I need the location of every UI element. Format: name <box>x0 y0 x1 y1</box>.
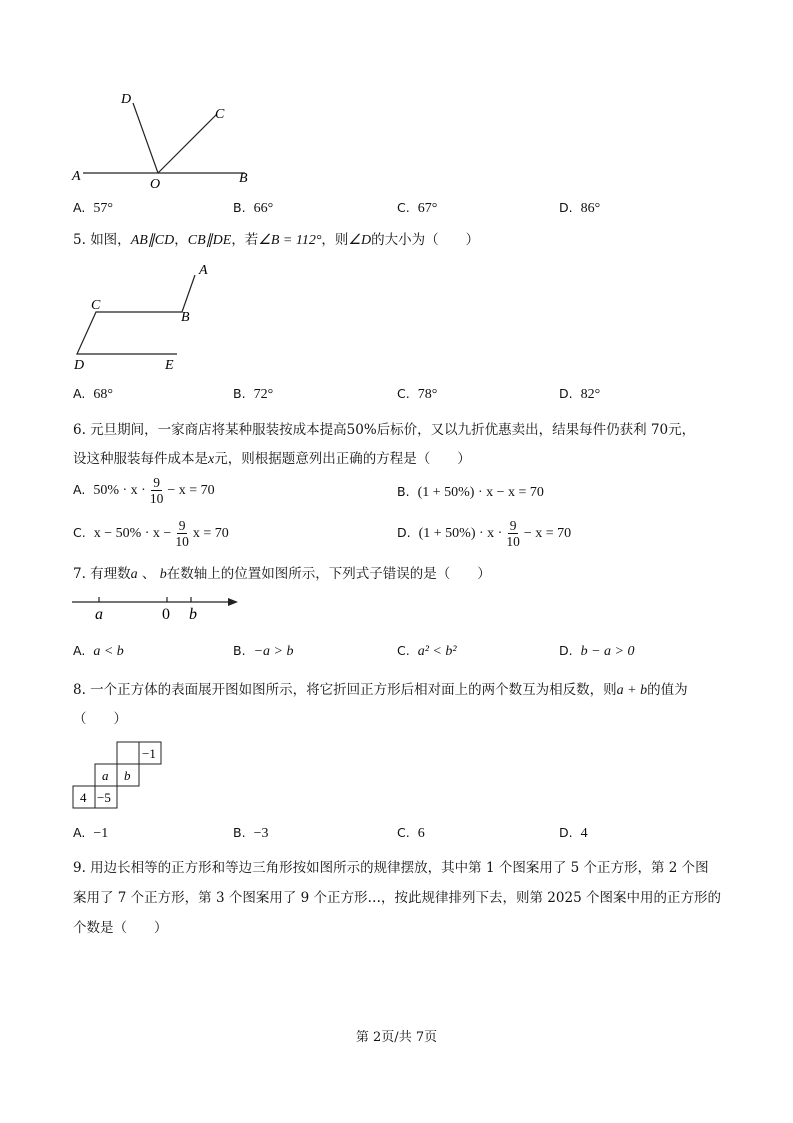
q9-stem-line3: 个数是（ ） <box>73 920 168 936</box>
label-A: A <box>199 263 208 278</box>
q6-option-a: A. 50% · x · $\frac{9}{10}$ − x = 70 <box>73 475 215 506</box>
q9-stem-line1: 9. 用边长相等的正方形和等边三角形按如图所示的规律摆放，其中第 1 个图案用了 5 个正方形，第 2 个图 <box>73 860 709 876</box>
q5-option-b: B. 72° <box>233 386 274 402</box>
q6-stem-line1: 6. 元旦期间，一家商店将某种服装按成本提高50%后标价，又以九折优惠卖出，结果每件仍获利 70元， <box>73 422 696 438</box>
q4-option-d: D. 86° <box>559 200 601 216</box>
q8-option-a: A. −1 <box>73 825 109 841</box>
axis-label-b: b <box>189 606 197 622</box>
q4-option-b: B. 66° <box>233 200 274 216</box>
q8-option-b: B. −3 <box>233 825 269 841</box>
q7-option-d: D. b − a > 0 <box>559 643 635 659</box>
q5-option-d: D. 82° <box>559 386 601 402</box>
q5-stem: 5. 如图，AB∥CD，CB∥DE，若∠B = 112°，则∠D的大小为（ ） <box>73 232 480 248</box>
label-O: O <box>150 177 161 192</box>
cell-neg5: −5 <box>97 790 111 805</box>
label-D: D <box>121 92 132 107</box>
q4-option-c: C. 67° <box>397 200 438 216</box>
angle-figure <box>60 85 270 195</box>
label-B: B <box>181 310 190 325</box>
q6-option-c: C. x − 50% · x − $\frac{9}{10}$ x = 70 <box>73 518 229 549</box>
q5-option-a: A. 68° <box>73 386 113 402</box>
q7-option-c: C. a² < b² <box>397 643 457 659</box>
q8-option-c: C. 6 <box>397 825 425 841</box>
cell-a: a <box>102 768 109 783</box>
q7-option-b: B. −a > b <box>233 643 294 659</box>
cell-neg1: −1 <box>142 746 156 761</box>
label-D: D <box>74 358 85 373</box>
q7-stem: 7. 有理数a 、 b在数轴上的位置如图所示，下列式子错误的是（ ） <box>73 566 491 582</box>
axis-label-a: a <box>95 606 103 622</box>
q7-option-a: A. a < b <box>73 643 124 659</box>
parallel-lines-figure <box>65 258 225 376</box>
label-C: C <box>91 298 101 313</box>
cube-net-figure <box>70 740 170 812</box>
q9-stem-line2: 案用了 7 个正方形，第 3 个图案用了 9 个正方形…，按此规律排列下去，则第 2025 个图案中用的正方形的 <box>73 890 721 906</box>
q6-option-d: D. (1 + 50%) · x · $\frac{9}{10}$ − x = 70 <box>397 518 572 549</box>
q5-option-c: C. 78° <box>397 386 438 402</box>
label-C: C <box>215 107 225 122</box>
q4-option-a: A. 57° <box>73 200 113 216</box>
label-B: B <box>239 171 248 186</box>
cell-four: 4 <box>80 790 87 805</box>
label-E: E <box>165 358 174 373</box>
q8-option-d: D. 4 <box>559 825 588 841</box>
label-A: A <box>72 169 81 184</box>
number-line <box>70 590 242 622</box>
axis-label-zero: 0 <box>162 606 170 622</box>
q8-stem-line1: 8. 一个正方体的表面展开图如图所示，将它折回正方形后相对面上的两个数互为相反数，则a + b的值为 <box>73 682 688 698</box>
page-footer: 第 2页/共 7页 <box>355 1030 438 1045</box>
q8-stem-line2: （ ） <box>73 711 127 727</box>
q6-stem-line2: 设这种服装每件成本是x元，则根据题意列出正确的方程是（ ） <box>73 451 471 467</box>
cell-b: b <box>124 768 131 783</box>
q6-option-b: B. (1 + 50%) · x − x = 70 <box>397 484 544 500</box>
